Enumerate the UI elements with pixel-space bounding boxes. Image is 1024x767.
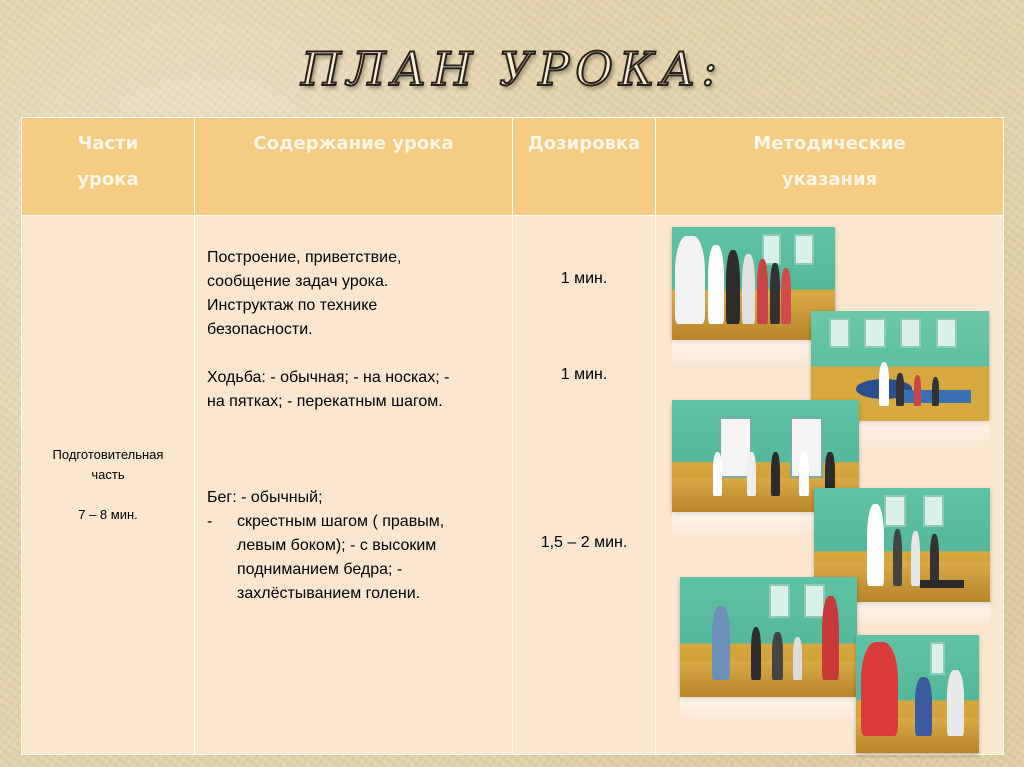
list-item: - скрестным шагом ( правым, левым боком); - с высоким подниманием бедра; - захлёстыванием голени. <box>207 510 502 606</box>
dosage-2: 1 мин. <box>560 366 608 383</box>
notes-cell <box>656 216 1004 755</box>
table-row <box>22 216 1004 755</box>
content-cell <box>195 216 513 755</box>
lesson-plan-table <box>21 117 1004 755</box>
content-block-running: Бег: - обычный; - скрестным шагом ( правым, левым боком); - с высоким подниманием бедра; - захлёстыванием голени. <box>207 486 502 606</box>
dosage-3: 1,5 – 2 мин. <box>540 534 628 551</box>
header-content: Содержание урока <box>195 118 513 216</box>
part-name-2: часть <box>91 467 125 482</box>
gym-jumping-photo <box>856 635 979 753</box>
dosage-1: 1 мин. <box>560 270 608 287</box>
header-dosage: Дозировка <box>513 118 656 216</box>
part-duration: 7 – 8 мин. <box>78 507 138 522</box>
header-notes: Методические указания <box>656 118 1004 216</box>
gym-running-photo <box>680 577 857 697</box>
table-header-row <box>22 118 1004 216</box>
content-block-walking: Ходьба: - обычная; - на носках; - на пятках; - перекатным шагом. <box>207 369 450 410</box>
dosage-cell <box>513 216 656 755</box>
part-cell <box>22 216 195 755</box>
header-parts: Части урока <box>22 118 195 216</box>
content-block-formation: Построение, приветствие, сообщение задач урока. Инструктаж по технике безопасности. <box>207 249 402 338</box>
slide-title: ПЛАН УРОКА: <box>301 42 723 96</box>
part-name: Подготовительная <box>52 447 164 462</box>
